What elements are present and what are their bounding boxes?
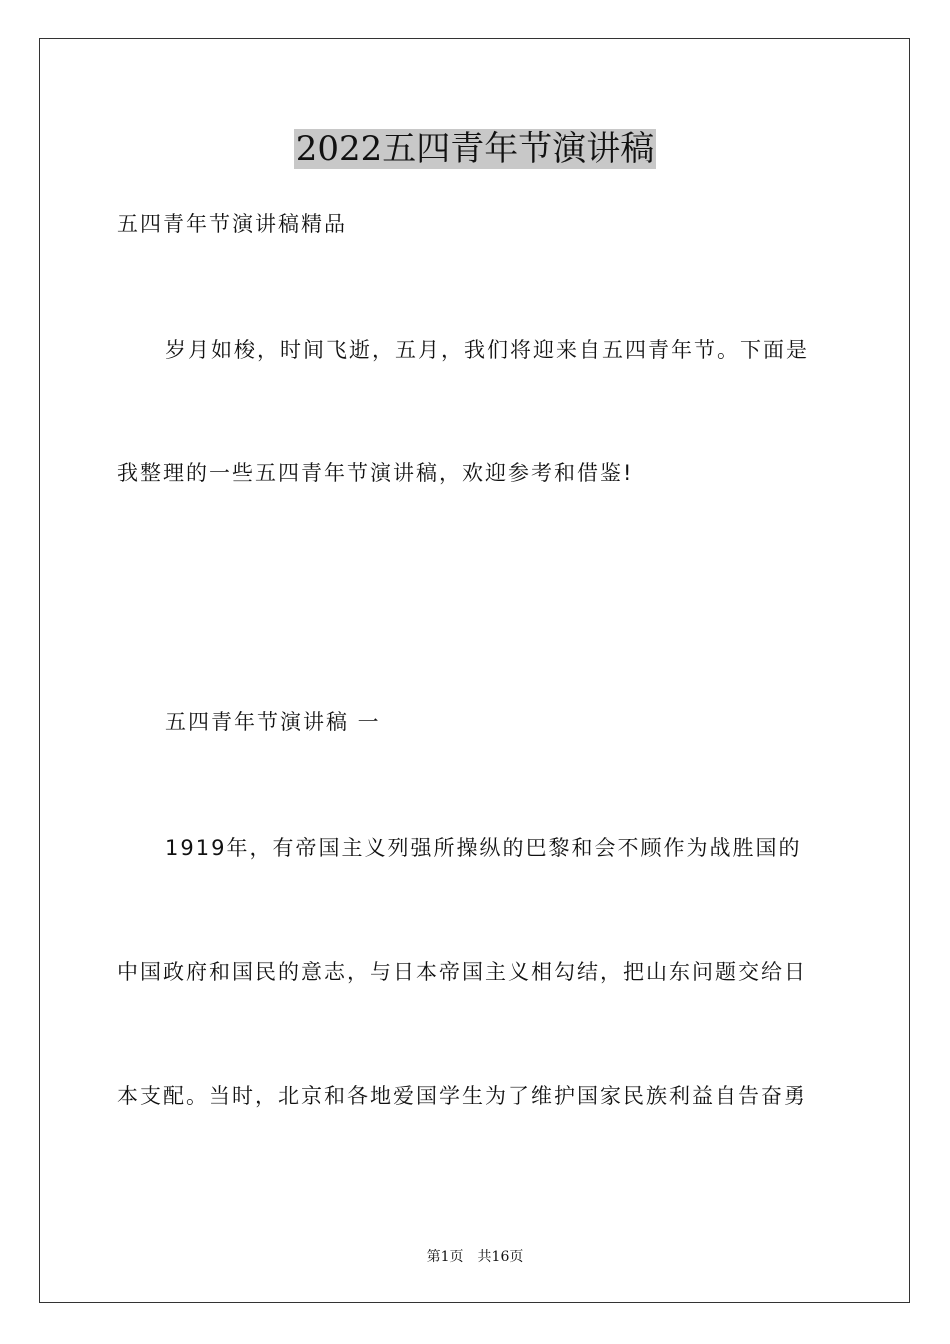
- paragraph-line: 1919年，有帝国主义列强所操纵的巴黎和会不顾作为战胜国的: [165, 836, 802, 860]
- page-total: 共16页: [477, 1249, 524, 1265]
- document-title: [0, 126, 950, 172]
- paragraph-line: 岁月如梭，时间飞逝，五月，我们将迎来自五四青年节。下面是: [165, 338, 809, 362]
- page-footer: [0, 1247, 950, 1267]
- paragraph-line: 我整理的一些五四青年节演讲稿，欢迎参考和借鉴!: [117, 461, 634, 485]
- page-number: 第1页: [426, 1249, 464, 1265]
- title-text: 2022五四青年节演讲稿: [295, 129, 655, 169]
- section-heading: 五四青年节演讲稿 一: [165, 710, 381, 734]
- paragraph-line: 本支配。当时，北京和各地爱国学生为了维护国家民族利益自告奋勇: [117, 1084, 807, 1108]
- document-subtitle: 五四青年节演讲稿精品: [117, 212, 347, 236]
- paragraph-line: 中国政府和国民的意志，与日本帝国主义相勾结，把山东问题交给日: [117, 960, 807, 984]
